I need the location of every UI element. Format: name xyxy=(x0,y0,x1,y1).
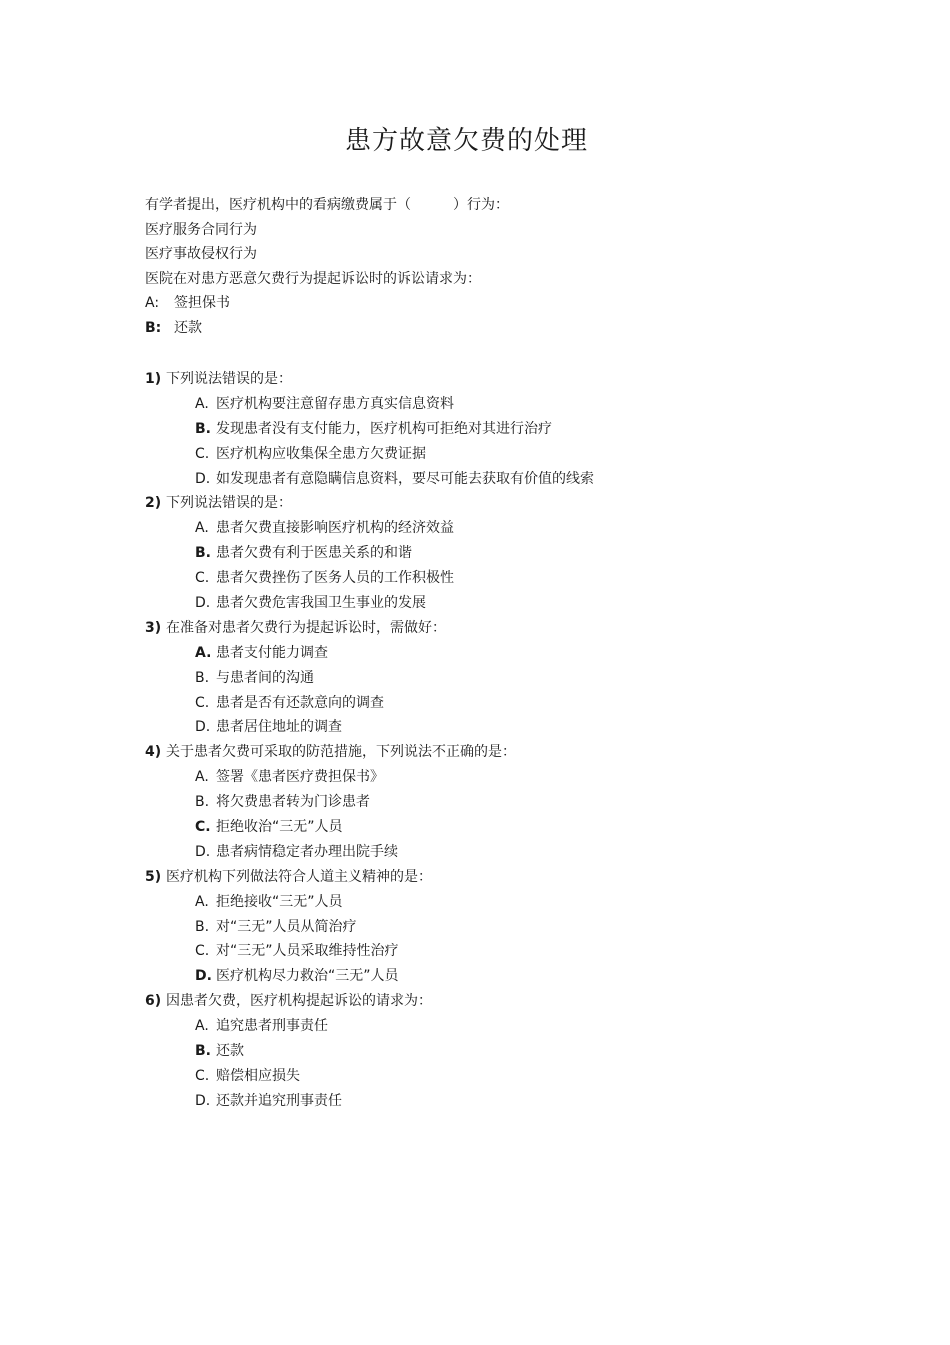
intro-answer-letter: A: xyxy=(145,295,160,311)
question-number: 6) xyxy=(145,993,162,1010)
question-number: 5) xyxy=(145,868,162,885)
option-letter: A. xyxy=(195,644,212,661)
option xyxy=(145,392,594,417)
question-text: 下列说法错误的是： xyxy=(166,371,292,387)
question-1 xyxy=(145,367,594,491)
option xyxy=(145,790,594,815)
option-text: 患者居住地址的调查 xyxy=(216,719,342,736)
option-text: 签署《患者医疗费担保书》 xyxy=(216,769,384,786)
option xyxy=(145,691,594,716)
question-number: 2) xyxy=(145,495,162,512)
option-letter: D. xyxy=(195,719,211,736)
option-letter: B. xyxy=(195,794,210,811)
question-stem xyxy=(145,740,594,765)
question-text: 在准备对患者欠费行为提起诉讼时，需做好： xyxy=(166,619,446,636)
option-text: 患者欠费直接影响医疗机构的经济效益 xyxy=(216,520,454,537)
option-letter: A. xyxy=(195,520,209,537)
intro-answer-a xyxy=(145,291,509,316)
question-4 xyxy=(145,740,594,864)
intro-option-tort: 医疗事故侵权行为 xyxy=(145,246,257,262)
question-5 xyxy=(145,865,594,989)
intro-question-lawsuit: 医院在对患方恶意欠费行为提起诉讼时的诉讼请求为： xyxy=(145,270,481,287)
option-text: 还款并追究刑事责任 xyxy=(216,1092,342,1109)
option xyxy=(145,715,594,740)
option xyxy=(145,890,594,915)
option-letter: A. xyxy=(195,395,209,412)
question-text: 因患者欠费，医疗机构提起诉讼的请求为： xyxy=(166,993,432,1010)
option xyxy=(145,964,594,989)
option-letter: B. xyxy=(195,420,211,437)
option-letter: C. xyxy=(195,943,210,960)
question-stem xyxy=(145,616,594,641)
option xyxy=(145,915,594,940)
option xyxy=(145,516,594,541)
intro-answer-letter: B: xyxy=(145,320,162,336)
option xyxy=(145,442,594,467)
option xyxy=(145,1014,594,1039)
option-letter: C. xyxy=(195,445,210,462)
option-letter: C. xyxy=(195,819,211,836)
option-text: 拒绝接收“三无”人员 xyxy=(216,893,343,910)
option-letter: B. xyxy=(195,545,211,562)
option-text: 医疗机构应收集保全患方欠费证据 xyxy=(216,445,426,462)
option-letter: B. xyxy=(195,1043,211,1060)
option xyxy=(145,1039,594,1064)
question-stem xyxy=(145,367,594,392)
option-letter: B. xyxy=(195,918,210,935)
question-stem xyxy=(145,989,594,1014)
option-letter: D. xyxy=(195,843,211,860)
option-letter: A. xyxy=(195,893,209,910)
intro-section xyxy=(145,193,509,341)
option-text: 赔偿相应损失 xyxy=(216,1067,300,1084)
option xyxy=(145,765,594,790)
option-letter: C. xyxy=(195,694,210,711)
question-number: 1) xyxy=(145,371,162,387)
option xyxy=(145,939,594,964)
option xyxy=(145,840,594,865)
option xyxy=(145,815,594,840)
option xyxy=(145,1064,594,1089)
option-letter: A. xyxy=(195,769,209,786)
intro-question: 有学者提出，医疗机构中的看病缴费属于（ ）行为： xyxy=(145,197,509,213)
option-text: 拒绝收治“三无”人员 xyxy=(216,819,343,836)
option-text: 患者是否有还款意向的调查 xyxy=(216,694,384,711)
option-text: 如发现患者有意隐瞒信息资料，要尽可能去获取有价值的线索 xyxy=(216,470,594,487)
question-6 xyxy=(145,989,594,1113)
option-letter: D. xyxy=(195,470,211,487)
intro-answer-text: 签担保书 xyxy=(174,295,230,311)
question-text: 医疗机构下列做法符合人道主义精神的是： xyxy=(166,868,432,885)
intro-answer-b xyxy=(145,316,509,341)
option-letter: D. xyxy=(195,595,211,612)
page-title: 患方故意欠费的处理 xyxy=(344,126,588,156)
option-letter: D. xyxy=(195,1092,211,1109)
option xyxy=(145,417,594,442)
question-list xyxy=(145,367,594,1114)
option-letter: D. xyxy=(195,968,212,985)
option-text: 医疗机构尽力救治“三无”人员 xyxy=(216,968,399,985)
option xyxy=(145,566,594,591)
option-text: 患者欠费有利于医患关系的和谐 xyxy=(216,545,412,562)
question-text: 下列说法错误的是： xyxy=(166,495,292,512)
option-text: 患者欠费危害我国卫生事业的发展 xyxy=(216,595,426,612)
option-text: 发现患者没有支付能力，医疗机构可拒绝对其进行治疗 xyxy=(216,420,552,437)
option xyxy=(145,641,594,666)
option-text: 将欠费患者转为门诊患者 xyxy=(216,794,370,811)
option xyxy=(145,541,594,566)
question-stem xyxy=(145,865,594,890)
option xyxy=(145,467,594,492)
question-number: 3) xyxy=(145,619,162,636)
option-text: 患者病情稳定者办理出院手续 xyxy=(216,843,398,860)
option-text: 患者欠费挫伤了医务人员的工作积极性 xyxy=(216,570,454,587)
question-stem xyxy=(145,491,594,516)
option-letter: A. xyxy=(195,1018,209,1035)
option-text: 还款 xyxy=(216,1043,244,1060)
option-text: 对“三无”人员从简治疗 xyxy=(216,918,357,935)
question-text: 关于患者欠费可采取的防范措施，下列说法不正确的是： xyxy=(166,744,516,761)
option-text: 追究患者刑事责任 xyxy=(216,1018,328,1035)
question-number: 4) xyxy=(145,744,162,761)
option-letter: B. xyxy=(195,669,210,686)
question-2 xyxy=(145,491,594,615)
intro-answer-text: 还款 xyxy=(174,320,202,336)
option-letter: C. xyxy=(195,570,210,587)
option-text: 医疗机构要注意留存患方真实信息资料 xyxy=(216,395,454,412)
option xyxy=(145,591,594,616)
option xyxy=(145,666,594,691)
option xyxy=(145,1089,594,1114)
option-letter: C. xyxy=(195,1067,210,1084)
intro-option-contract: 医疗服务合同行为 xyxy=(145,221,257,238)
option-text: 对“三无”人员采取维持性治疗 xyxy=(216,943,399,960)
option-text: 与患者间的沟通 xyxy=(216,669,314,686)
question-3 xyxy=(145,616,594,740)
option-text: 患者支付能力调查 xyxy=(216,644,328,661)
